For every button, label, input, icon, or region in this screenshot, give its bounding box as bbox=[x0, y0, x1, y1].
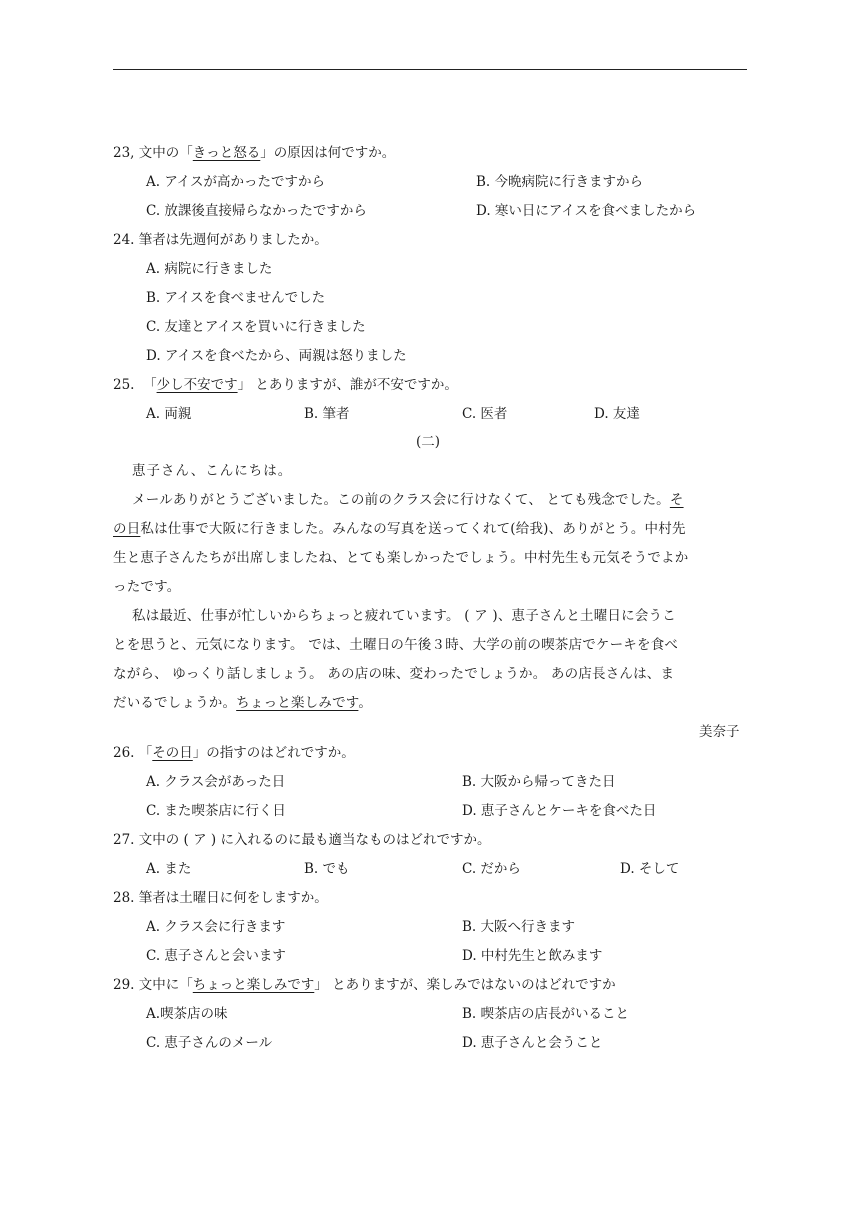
letter-paragraph-2 bbox=[113, 602, 747, 718]
q24-option-b: B. アイスを食べませんでした bbox=[146, 290, 326, 306]
q24-option-d: D. アイスを食べたから、両親は怒りました bbox=[146, 348, 407, 364]
q25-option-c: C. 医者 bbox=[462, 406, 508, 422]
underlined-phrase: ちょっと楽しみです bbox=[236, 695, 359, 711]
underlined-phrase: の日 bbox=[113, 521, 141, 537]
paragraph-line bbox=[113, 515, 747, 544]
question-number: 29. bbox=[113, 977, 135, 993]
q29-option-d: D. 恵子さんと会うこと bbox=[462, 1035, 603, 1051]
q27-option-a: A. また bbox=[146, 861, 192, 877]
question-text-post: 」 とありますが、誰が不安ですか。 bbox=[237, 377, 458, 393]
q24-option-c: C. 友達とアイスを買いに行きました bbox=[146, 319, 366, 335]
q28-option-a: A. クラス会に行きます bbox=[146, 919, 286, 935]
question-text-post: 」 とありますが、楽しみではないのはどれですか bbox=[314, 977, 616, 993]
question-29 bbox=[113, 976, 616, 994]
q28-option-d: D. 中村先生と飲みます bbox=[462, 948, 603, 964]
letter-signature: 美奈子 bbox=[699, 724, 740, 740]
underlined-phrase: ちょっと楽しみです bbox=[192, 977, 315, 993]
paragraph-line: とを思うと、元気になります。 では、土曜日の午後３時、大学の前の喫茶店でケーキを食べ bbox=[113, 637, 679, 653]
text-span: メールありがとうございました。この前のクラス会に行けなくて、 とても残念でした。 bbox=[132, 492, 670, 508]
q25-option-d: D. 友達 bbox=[594, 406, 640, 422]
paragraph-line bbox=[113, 689, 747, 718]
question-25 bbox=[113, 376, 458, 394]
question-27: 27. 文中の ( ア ) に入れるのに最も適当なものはどれですか。 bbox=[113, 832, 491, 848]
underlined-phrase: その日 bbox=[152, 745, 193, 761]
letter-greeting: 恵子さん、こんにちは。 bbox=[132, 463, 293, 479]
paragraph-line: ったです。 bbox=[113, 579, 181, 595]
q28-option-b: B. 大阪へ行きます bbox=[462, 919, 576, 935]
question-text-pre: 文中の「 bbox=[138, 145, 193, 161]
question-24: 24. 筆者は先週何がありましたか。 bbox=[113, 232, 328, 248]
question-text-pre: 「 bbox=[138, 745, 153, 761]
text-span: だいるでしょうか。 bbox=[113, 695, 237, 711]
q27-option-d: D. そして bbox=[620, 861, 680, 877]
underlined-phrase: きっと怒る bbox=[192, 145, 261, 161]
question-number: 26. bbox=[113, 745, 135, 761]
q26-option-c: C. また喫茶店に行く日 bbox=[146, 803, 286, 819]
q27-option-c: C. だから bbox=[462, 861, 521, 877]
question-text-post: 」の原因は何ですか。 bbox=[260, 145, 396, 161]
underlined-phrase: そ bbox=[669, 492, 684, 508]
q27-option-b: B. でも bbox=[304, 861, 350, 877]
question-text-post: 」の指すのはどれですか。 bbox=[192, 745, 355, 761]
question-number: 23, bbox=[113, 145, 135, 161]
q25-option-b: B. 筆者 bbox=[304, 406, 350, 422]
paragraph-line bbox=[113, 486, 747, 515]
q28-option-c: C. 恵子さんと会います bbox=[146, 948, 286, 964]
header-rule bbox=[113, 69, 747, 70]
q23-option-c: C. 放課後直接帰らなかったですから bbox=[146, 203, 367, 219]
question-text-pre: 「 bbox=[143, 377, 157, 393]
paragraph-line: 私は最近、仕事が忙しいからちょっと疲れています。 ( ア )、恵子さんと土曜日に会うこ bbox=[132, 608, 676, 624]
section-title: (二) bbox=[416, 434, 441, 450]
q26-option-a: A. クラス会があった日 bbox=[146, 774, 286, 790]
q23-option-a: A. アイスが高かったですから bbox=[146, 174, 325, 190]
q25-option-a: A. 両親 bbox=[146, 406, 192, 422]
q26-option-b: B. 大阪から帰ってきた日 bbox=[462, 774, 616, 790]
question-number: 25. bbox=[113, 377, 135, 393]
underlined-phrase: 少し不安です bbox=[156, 377, 238, 393]
text-span: 私は仕事で大阪に行きました。みんなの写真を送ってくれて(给我)、ありがとう。中村先 bbox=[140, 521, 686, 537]
question-text-pre: 文中に「 bbox=[138, 977, 193, 993]
paragraph-line: 生と恵子さんたちが出席しましたね、とても楽しかったでしょう。中村先生も元気そうでよか bbox=[113, 550, 689, 566]
paragraph-line: ながら、 ゆっくり話しましょう。 あの店の味、変わったでしょうか。 あの店長さんは、ま bbox=[113, 666, 675, 682]
q29-option-a: A.喫茶店の味 bbox=[146, 1006, 228, 1022]
q24-option-a: A. 病院に行きました bbox=[146, 261, 273, 277]
text-span: 。 bbox=[358, 695, 373, 711]
q23-option-d: D. 寒い日にアイスを食べましたから bbox=[476, 203, 697, 219]
question-26 bbox=[113, 744, 355, 762]
letter-paragraph-1 bbox=[113, 486, 747, 602]
q23-option-b: B. 今晩病院に行きますから bbox=[476, 174, 644, 190]
question-28: 28. 筆者は土曜日に何をしますか。 bbox=[113, 890, 328, 906]
q26-option-d: D. 恵子さんとケーキを食べた日 bbox=[462, 803, 657, 819]
q29-option-c: C. 恵子さんのメール bbox=[146, 1035, 273, 1051]
question-23 bbox=[113, 144, 395, 162]
q29-option-b: B. 喫茶店の店長がいること bbox=[462, 1006, 630, 1022]
